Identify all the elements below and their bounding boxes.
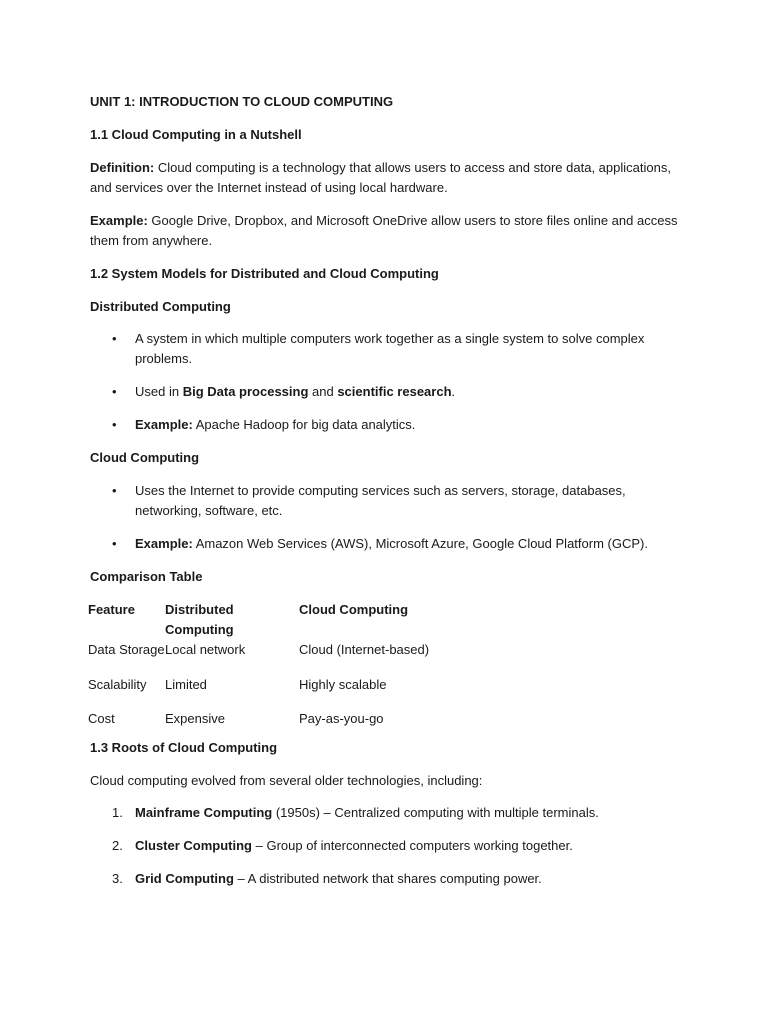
bullet-marker: • — [112, 417, 117, 432]
list-item-text — [135, 803, 655, 823]
bold-term: Big Data processing — [182, 384, 309, 399]
section-1-2-heading: 1.2 System Models for Distributed and Cloud Computing — [90, 266, 439, 281]
list-item-text — [135, 534, 655, 554]
table-row — [88, 675, 499, 710]
comparison-table-heading: Comparison Table — [90, 569, 203, 584]
example-label: Example: — [135, 417, 193, 432]
column-header: Feature — [88, 602, 135, 617]
bullet-marker: • — [112, 536, 117, 551]
list-number: 3. — [112, 871, 123, 886]
roots-intro: Cloud computing evolved from several older technologies, including: — [90, 773, 483, 788]
example-label: Example: — [135, 536, 193, 551]
table-cell: Highly scalable — [299, 676, 387, 692]
list-item-text — [135, 869, 655, 889]
comparison-table — [88, 600, 499, 744]
section-1-1-heading: 1.1 Cloud Computing in a Nutshell — [90, 127, 302, 142]
example-paragraph — [90, 211, 690, 251]
distributed-computing-heading: Distributed Computing — [90, 299, 231, 314]
column-header: Distributed Computing — [165, 602, 234, 637]
list-item-text — [135, 836, 655, 856]
table-cell: Pay-as-you-go — [299, 711, 384, 726]
table-cell: Data Storage — [88, 642, 165, 657]
text-run: Used in — [135, 384, 183, 399]
table-cell: Expensive — [165, 711, 225, 726]
bullet-marker: • — [112, 384, 117, 399]
table-header-row — [88, 600, 499, 640]
cloud-computing-heading: Cloud Computing — [90, 450, 200, 465]
list-item-text — [135, 382, 655, 402]
example-label: Example: — [90, 213, 148, 228]
table-cell: Local network — [165, 642, 246, 657]
bold-term: scientific research — [337, 384, 452, 399]
column-header: Cloud Computing — [299, 602, 409, 617]
bullet-marker: • — [112, 331, 117, 346]
table-cell: Limited — [165, 676, 207, 692]
table-cell: Cloud (Internet-based) — [299, 642, 430, 657]
bold-term: Mainframe Computing — [135, 805, 273, 820]
definition-text: Cloud computing is a technology that allows users to access and store data, applications, and services over the Internet instead of using local hardware. — [90, 160, 671, 195]
definition-paragraph — [90, 158, 690, 198]
bullet-marker: • — [112, 483, 117, 498]
list-item-text: A system in which multiple computers work together as a single system to solve complex problems. — [135, 331, 645, 366]
text-run: . — [451, 384, 456, 399]
bold-term: Cluster Computing — [135, 838, 252, 853]
list-number: 2. — [112, 838, 123, 853]
definition-label: Definition: — [90, 160, 155, 175]
table-cell: Cost — [88, 711, 115, 726]
table-row — [88, 640, 499, 675]
text-run: (1950s) – Centralized computing with multiple terminals. — [272, 805, 599, 820]
text-run: – A distributed network that shares computing power. — [233, 871, 542, 886]
bold-term: Grid Computing — [135, 871, 234, 886]
list-item-text: Uses the Internet to provide computing services such as servers, storage, databases, networking, software, etc. — [135, 483, 626, 518]
text-run: Amazon Web Services (AWS), Microsoft Azure, Google Cloud Platform (GCP). — [192, 536, 648, 551]
list-number: 1. — [112, 805, 123, 820]
table-cell: Scalability — [88, 676, 147, 692]
text-run: and — [308, 384, 338, 399]
text-run: Apache Hadoop for big data analytics. — [192, 417, 416, 432]
unit-title: UNIT 1: INTRODUCTION TO CLOUD COMPUTING — [90, 94, 394, 109]
section-1-3-heading: 1.3 Roots of Cloud Computing — [90, 740, 278, 755]
list-item-text — [135, 415, 655, 435]
example-text: Google Drive, Dropbox, and Microsoft OneDrive allow users to store files online and access them from anywhere. — [90, 213, 678, 248]
text-run: – Group of interconnected computers working together. — [252, 838, 573, 853]
